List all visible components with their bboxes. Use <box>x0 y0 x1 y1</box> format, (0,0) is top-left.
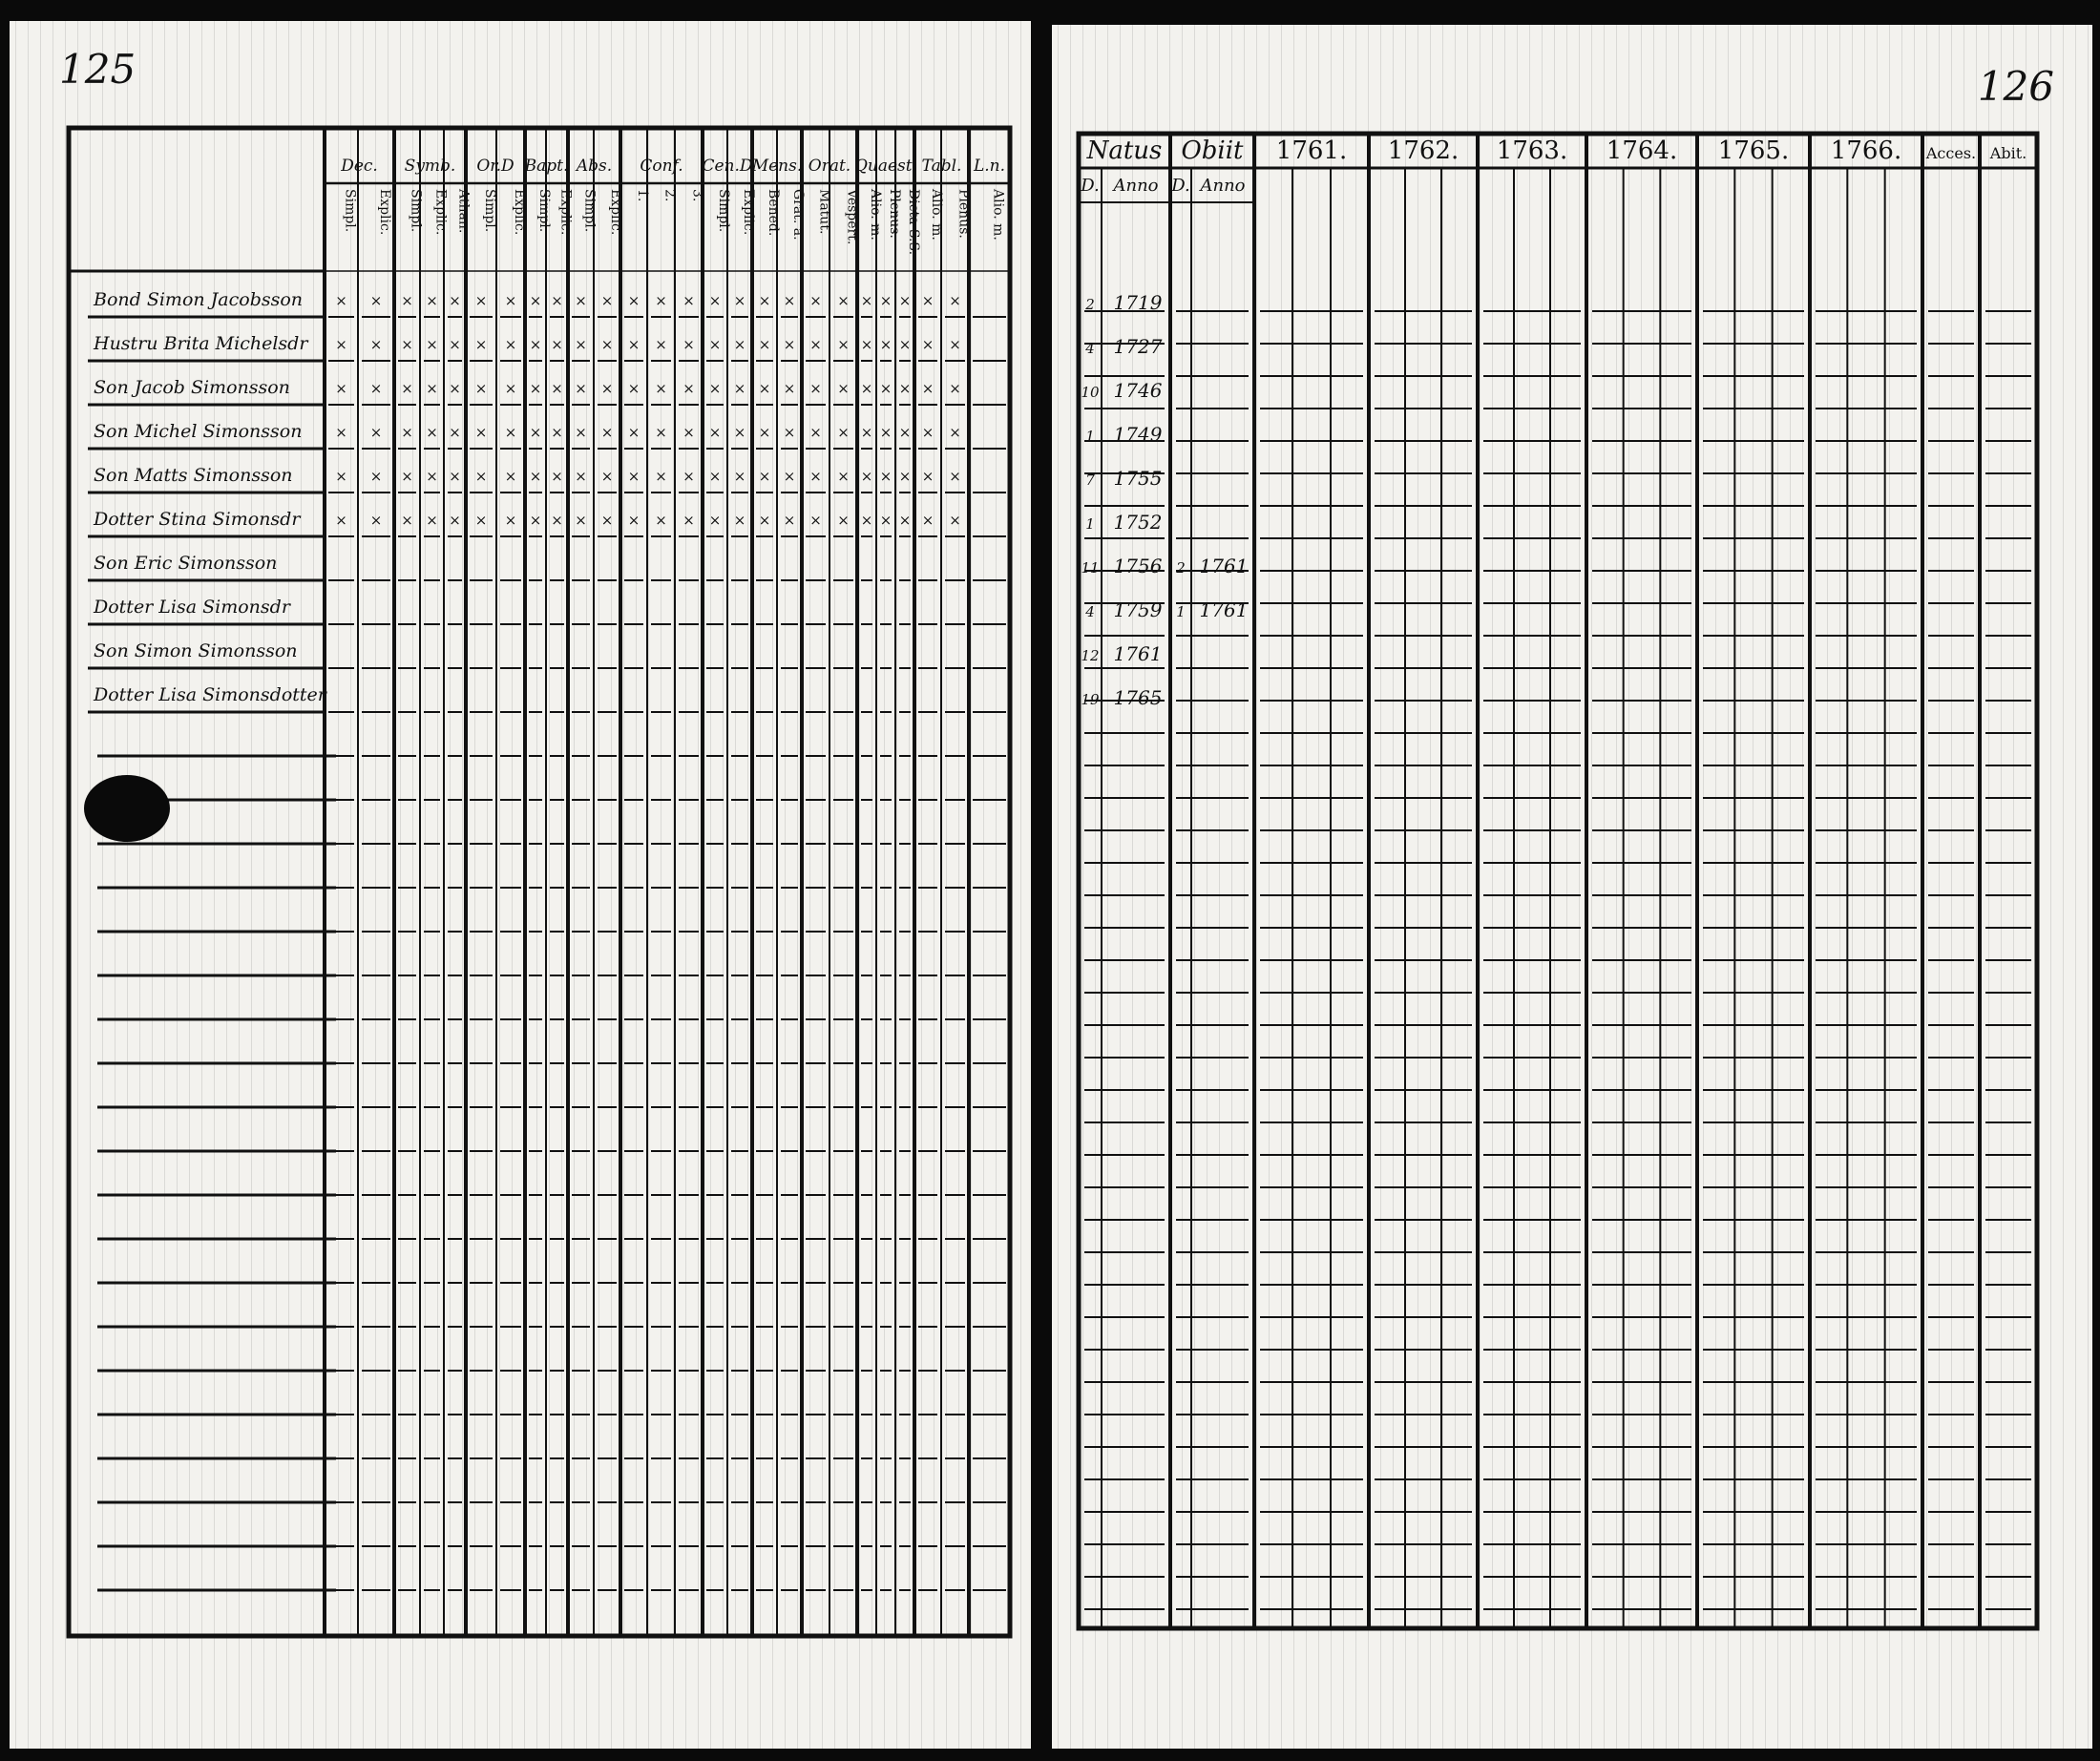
exam-mark: × <box>401 336 413 353</box>
exam-mark: × <box>600 292 614 309</box>
date-subheader-3: Anno <box>1200 176 1246 196</box>
exam-mark: × <box>860 380 873 397</box>
exam-mark: × <box>369 380 383 397</box>
sub-header-13: 3. <box>689 189 705 202</box>
exam-mark: × <box>809 468 822 485</box>
exam-mark: × <box>335 512 347 529</box>
natus-day: 7 <box>1085 472 1095 489</box>
natus-year: 1746 <box>1113 379 1163 402</box>
exam-mark: × <box>860 512 873 529</box>
exam-mark: × <box>335 424 347 441</box>
exam-mark: × <box>758 424 771 441</box>
exam-mark: × <box>733 424 746 441</box>
sub-header-3: Explic. <box>432 189 449 236</box>
exam-mark: × <box>921 336 934 353</box>
sub-header-18: Matut. <box>816 189 832 235</box>
parishioner-name: Dotter Lisa Simonsdotter <box>94 684 326 705</box>
parishioner-name: Son Simon Simonsson <box>94 640 298 661</box>
exam-mark: × <box>898 292 912 309</box>
column-header-3: Bapt. <box>524 157 569 176</box>
natus-year: 1752 <box>1113 511 1163 534</box>
exam-mark: × <box>879 512 892 529</box>
column-header-11: L.n. <box>973 157 1006 176</box>
obiit-day: 1 <box>1176 603 1186 620</box>
column-header-6: Cen.D <box>702 157 753 176</box>
exam-mark: × <box>949 468 961 485</box>
exam-mark: × <box>682 468 695 485</box>
exam-mark: × <box>504 512 517 529</box>
exam-mark: × <box>655 380 667 397</box>
exam-mark: × <box>809 292 822 309</box>
exam-mark: × <box>369 336 383 353</box>
exam-mark: × <box>921 468 934 485</box>
sub-header-5: Simpl. <box>482 189 497 233</box>
exam-mark: × <box>708 468 722 485</box>
parishioner-name: Bond Simon Jacobsson <box>94 289 304 310</box>
left-ledger-page <box>10 21 1031 1749</box>
natus-year: 1761 <box>1113 642 1163 665</box>
exam-mark: × <box>898 424 912 441</box>
exam-mark: × <box>682 336 695 353</box>
exam-mark: × <box>551 512 563 529</box>
exam-mark: × <box>809 512 822 529</box>
exam-mark: × <box>708 292 722 309</box>
exam-mark: × <box>758 468 771 485</box>
column-header-7: Mens. <box>751 157 803 176</box>
exam-mark: × <box>733 512 746 529</box>
exam-mark: × <box>758 292 771 309</box>
column-header-1: Symb. <box>404 157 456 176</box>
exam-mark: × <box>879 468 892 485</box>
obiit-year: 1761 <box>1199 598 1249 621</box>
sub-header-0: Simpl. <box>342 189 358 233</box>
exam-mark: × <box>627 424 640 441</box>
exam-mark: × <box>335 336 347 353</box>
sub-header-25: Alio. m. <box>990 189 1006 241</box>
exam-mark: × <box>783 512 796 529</box>
exam-mark: × <box>627 468 640 485</box>
sub-header-4: Athan. <box>455 189 472 234</box>
exam-mark: × <box>504 380 517 397</box>
natus-year: 1719 <box>1113 291 1163 314</box>
natus-year: 1749 <box>1113 423 1163 446</box>
exam-mark: × <box>474 468 488 485</box>
year-header-7: 1766. <box>1830 136 1902 165</box>
exam-mark: × <box>860 468 873 485</box>
sub-header-23: Alio. m. <box>929 189 944 241</box>
exam-mark: × <box>504 336 517 353</box>
exam-mark: × <box>783 380 796 397</box>
right-ledger-page <box>1052 25 2092 1749</box>
exam-mark: × <box>504 424 517 441</box>
column-header-4: Abs. <box>576 157 613 176</box>
exam-mark: × <box>600 468 614 485</box>
exam-mark: × <box>575 336 587 353</box>
exam-mark: × <box>575 512 587 529</box>
exam-mark: × <box>335 380 347 397</box>
exam-mark: × <box>474 292 488 309</box>
natus-day: 11 <box>1081 559 1100 577</box>
exam-mark: × <box>837 336 850 353</box>
year-header-8: Acces. <box>1925 144 1977 162</box>
exam-mark: × <box>708 380 722 397</box>
exam-mark: × <box>426 292 438 309</box>
exam-mark: × <box>921 424 934 441</box>
exam-mark: × <box>551 380 563 397</box>
exam-mark: × <box>474 512 488 529</box>
exam-mark: × <box>949 380 961 397</box>
natus-year: 1727 <box>1113 335 1163 358</box>
exam-mark: × <box>529 468 542 485</box>
exam-mark: × <box>733 380 746 397</box>
exam-mark: × <box>401 512 413 529</box>
sub-header-8: Explic. <box>557 189 574 236</box>
exam-mark: × <box>655 468 667 485</box>
exam-mark: × <box>551 424 563 441</box>
exam-mark: × <box>758 336 771 353</box>
right-ledger-grid <box>1052 25 2092 1749</box>
exam-mark: × <box>426 468 438 485</box>
exam-mark: × <box>504 468 517 485</box>
right-page-number: 126 <box>1977 63 2054 110</box>
exam-mark: × <box>733 336 746 353</box>
exam-mark: × <box>837 512 850 529</box>
exam-mark: × <box>682 292 695 309</box>
year-header-1: Obiit <box>1181 136 1244 165</box>
table-border <box>69 128 1010 1636</box>
exam-mark: × <box>401 468 413 485</box>
exam-mark: × <box>426 336 438 353</box>
exam-mark: × <box>898 512 912 529</box>
exam-mark: × <box>449 468 461 485</box>
exam-mark: × <box>335 292 347 309</box>
exam-mark: × <box>627 336 640 353</box>
sub-header-16: Bened. <box>766 189 781 237</box>
exam-mark: × <box>369 292 383 309</box>
parishioner-name: Dotter Stina Simonsdr <box>94 509 301 530</box>
year-header-2: 1761. <box>1275 136 1348 165</box>
year-header-9: Abit. <box>1989 144 2027 162</box>
exam-mark: × <box>474 336 488 353</box>
natus-day: 19 <box>1081 691 1100 708</box>
natus-day: 2 <box>1085 296 1095 313</box>
column-header-10: Tabl. <box>921 157 962 176</box>
exam-mark: × <box>449 512 461 529</box>
column-header-5: Conf. <box>640 157 683 176</box>
exam-mark: × <box>449 424 461 441</box>
sub-header-15: Explic. <box>741 189 756 236</box>
exam-mark: × <box>879 292 892 309</box>
column-header-2: Or.D <box>476 157 514 176</box>
natus-day: 4 <box>1085 340 1095 357</box>
exam-mark: × <box>860 424 873 441</box>
parishioner-name: Son Jacob Simonsson <box>94 377 290 398</box>
exam-mark: × <box>809 424 822 441</box>
exam-mark: × <box>529 512 542 529</box>
exam-mark: × <box>898 336 912 353</box>
parishioner-name: Dotter Lisa Simonsdr <box>94 597 290 618</box>
exam-mark: × <box>474 380 488 397</box>
obiit-year: 1761 <box>1199 555 1249 577</box>
parishioner-name: Son Eric Simonsson <box>94 553 278 574</box>
exam-mark: × <box>879 380 892 397</box>
sub-header-20: Alio. m. <box>868 189 883 241</box>
natus-year: 1756 <box>1113 555 1163 577</box>
natus-day: 1 <box>1085 428 1095 445</box>
exam-mark: × <box>474 424 488 441</box>
sub-header-19: Vespert. <box>844 189 860 245</box>
exam-mark: × <box>837 380 850 397</box>
exam-mark: × <box>921 380 934 397</box>
exam-mark: × <box>575 468 587 485</box>
sub-header-7: Simpl. <box>536 189 552 233</box>
exam-mark: × <box>627 512 640 529</box>
sub-header-12: 2. <box>662 189 678 202</box>
sub-header-22: Dicta S.S. <box>906 189 921 256</box>
exam-mark: × <box>758 512 771 529</box>
exam-mark: × <box>426 512 438 529</box>
exam-mark: × <box>860 292 873 309</box>
exam-mark: × <box>449 380 461 397</box>
column-header-9: Quaest. <box>853 157 918 176</box>
exam-mark: × <box>783 468 796 485</box>
exam-mark: × <box>949 512 961 529</box>
exam-mark: × <box>733 468 746 485</box>
sub-header-2: Simpl. <box>408 189 424 233</box>
exam-mark: × <box>708 512 722 529</box>
exam-mark: × <box>921 512 934 529</box>
exam-mark: × <box>921 292 934 309</box>
exam-mark: × <box>655 424 667 441</box>
ink-blot <box>84 775 170 842</box>
exam-mark: × <box>655 292 667 309</box>
exam-mark: × <box>600 336 614 353</box>
exam-mark: × <box>575 380 587 397</box>
exam-mark: × <box>879 336 892 353</box>
exam-mark: × <box>837 292 850 309</box>
sub-header-24: Plenus. <box>956 189 972 239</box>
date-subheader-0: D. <box>1081 176 1100 196</box>
exam-mark: × <box>551 336 563 353</box>
exam-mark: × <box>600 380 614 397</box>
natus-day: 10 <box>1081 384 1100 401</box>
year-header-4: 1763. <box>1496 136 1568 165</box>
exam-mark: × <box>898 468 912 485</box>
date-subheader-1: Anno <box>1113 176 1159 196</box>
exam-mark: × <box>708 424 722 441</box>
exam-mark: × <box>600 512 614 529</box>
exam-mark: × <box>682 424 695 441</box>
exam-mark: × <box>529 380 542 397</box>
exam-mark: × <box>949 336 961 353</box>
exam-mark: × <box>627 292 640 309</box>
exam-mark: × <box>426 380 438 397</box>
parishioner-name: Son Matts Simonsson <box>94 465 293 486</box>
column-header-8: Orat. <box>808 157 851 176</box>
exam-mark: × <box>682 380 695 397</box>
date-subheader-2: D. <box>1171 176 1190 196</box>
exam-mark: × <box>575 424 587 441</box>
exam-mark: × <box>898 380 912 397</box>
exam-mark: × <box>426 424 438 441</box>
table-border <box>1079 134 2037 1628</box>
sub-header-1: Explic. <box>377 189 392 236</box>
exam-mark: × <box>401 380 413 397</box>
sub-header-17: Grat. a. <box>790 189 806 241</box>
sub-header-9: Simpl. <box>581 189 598 233</box>
exam-mark: × <box>369 424 383 441</box>
exam-mark: × <box>551 292 563 309</box>
left-ledger-grid <box>10 21 1031 1749</box>
parishioner-name: Son Michel Simonsson <box>94 421 303 442</box>
exam-mark: × <box>369 468 383 485</box>
exam-mark: × <box>449 292 461 309</box>
exam-mark: × <box>401 292 413 309</box>
exam-mark: × <box>529 292 542 309</box>
exam-mark: × <box>949 424 961 441</box>
exam-mark: × <box>575 292 587 309</box>
exam-mark: × <box>809 380 822 397</box>
sub-header-11: 1. <box>635 189 650 202</box>
exam-mark: × <box>627 380 640 397</box>
exam-mark: × <box>783 424 796 441</box>
exam-mark: × <box>837 468 850 485</box>
exam-mark: × <box>401 424 413 441</box>
sub-header-10: Explic. <box>608 189 623 236</box>
exam-mark: × <box>837 424 850 441</box>
exam-mark: × <box>783 292 796 309</box>
exam-mark: × <box>504 292 517 309</box>
exam-mark: × <box>529 336 542 353</box>
sub-header-21: Plenus. <box>887 189 902 239</box>
left-page-number: 125 <box>59 46 136 93</box>
exam-mark: × <box>600 424 614 441</box>
year-header-0: Natus <box>1086 136 1163 165</box>
exam-mark: × <box>529 424 542 441</box>
year-header-5: 1764. <box>1606 136 1678 165</box>
exam-mark: × <box>449 336 461 353</box>
exam-mark: × <box>369 512 383 529</box>
parishioner-name: Hustru Brita Michelsdr <box>94 333 308 354</box>
natus-day: 1 <box>1085 515 1095 533</box>
natus-year: 1755 <box>1113 467 1163 490</box>
natus-day: 4 <box>1085 603 1095 620</box>
exam-mark: × <box>783 336 796 353</box>
exam-mark: × <box>682 512 695 529</box>
year-header-3: 1762. <box>1387 136 1460 165</box>
natus-year: 1759 <box>1113 598 1163 621</box>
sub-header-6: Explic. <box>512 189 527 236</box>
exam-mark: × <box>335 468 347 485</box>
exam-mark: × <box>949 292 961 309</box>
exam-mark: × <box>879 424 892 441</box>
natus-day: 12 <box>1081 647 1100 664</box>
exam-mark: × <box>809 336 822 353</box>
exam-mark: × <box>655 336 667 353</box>
exam-mark: × <box>758 380 771 397</box>
year-header-6: 1765. <box>1717 136 1790 165</box>
column-header-0: Dec. <box>341 157 378 176</box>
exam-mark: × <box>733 292 746 309</box>
obiit-day: 2 <box>1176 559 1186 577</box>
exam-mark: × <box>655 512 667 529</box>
exam-mark: × <box>551 468 563 485</box>
exam-mark: × <box>860 336 873 353</box>
natus-year: 1765 <box>1113 686 1163 709</box>
exam-mark: × <box>708 336 722 353</box>
sub-header-14: Simpl. <box>716 189 731 233</box>
